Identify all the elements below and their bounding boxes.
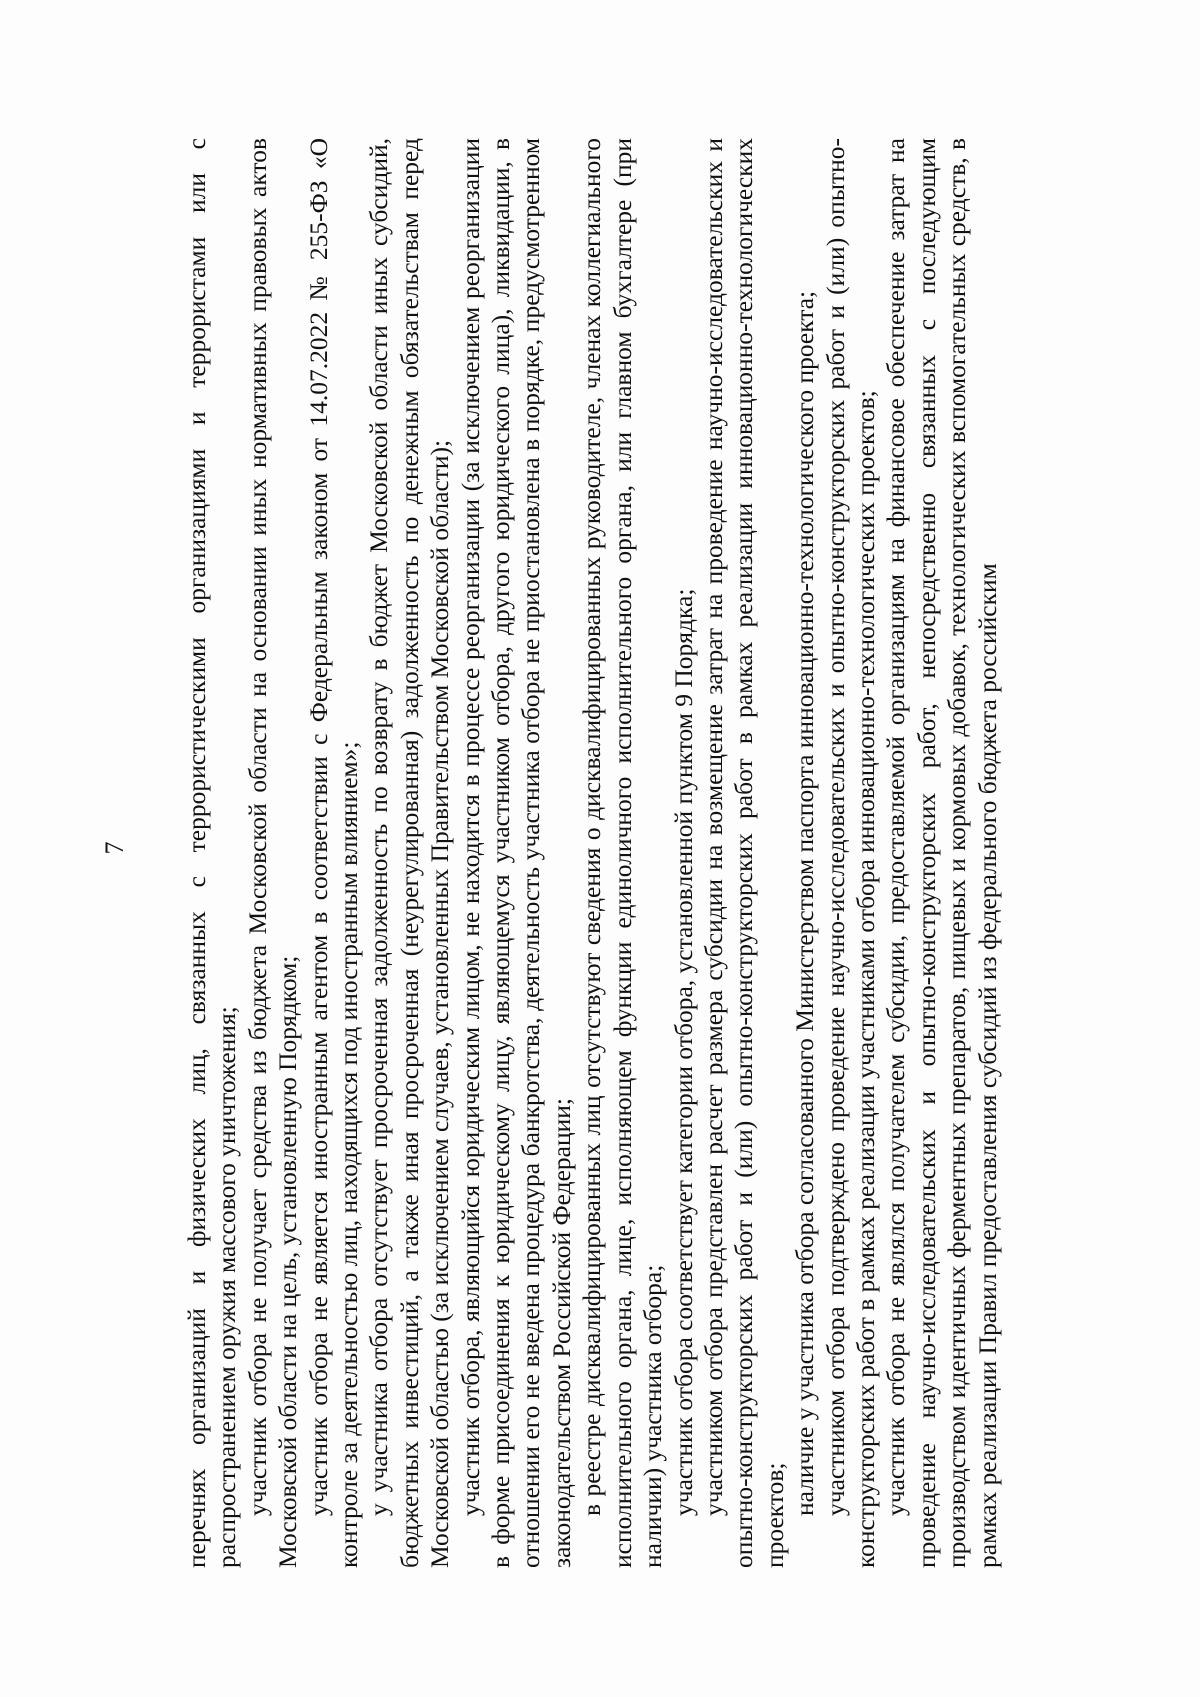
paragraph-project-passport: наличие у участника отбора согласованного Министерством паспорта инновационно-технологического проекта;: [790, 290, 820, 1516]
rotated-sheet: [100, 68, 1100, 1628]
paragraph-research-confirmed: участником отбора подтверждено проведение научно-исследовательских и опытно-конструкторских работ и (или) опытно-конструкторских работ в рамках реализации участниками отбора инновационно-технологических проектов;: [820, 138, 880, 1568]
paragraph-subsidy-calculation: участником отбора представлен расчет размера субсидии на возмещение затрат на проведение научно-исследовательских и опытно-конструкторских работ и (или) опытно-конструкторских работ в рамках реализации инновационно-технологических проектов;: [698, 138, 789, 1568]
paragraph-not-previous-recipient: участник отбора не являлся получателем субсидии, предоставляемой организациям на финансовое обеспечение затрат на проведение научно-исследовательских и опытно-конструкторских работ, непосредственно связанных с последующим производством идентичных ферментных препаратов, пищевых и кормовых добавок, технологических вспомогательных средств, в рамках реализации Правил предоставления субсидий из федерального бюджета российским: [881, 138, 1002, 1568]
paragraph-no-overdue-debt: у участника отбора отсутствует просроченная задолженность по возврату в бюджет Московской области иных субсидий, бюджетных инвестиций, а также иная просроченная (неурегулированная) задолженность по денежным обязательствам перед Московской областью (за исключением случаев, установленных Правительством Московской области);: [364, 138, 455, 1568]
paragraph-terrorist-lists: перечнях организаций и физических лиц, связанных с террористическими организациями и террористами или с распространением оружия массового уничтожения;: [182, 138, 242, 1568]
paragraph-not-foreign-agent: участник отбора не является иностранным агентом в соответствии с Федеральным законом от 14.07.2022 № 255-ФЗ «О контроле за деятельностью лиц, находящихся под иностранным влиянием»;: [303, 138, 364, 1568]
paragraph-no-reorganization: участник отбора, являющийся юридическим лицом, не находится в процессе реорганизации (за исключением реорганизации в форме присоединения к юридическому лицу, являющемуся участником отбора, другого юридического лица), ликвидации, в отношении его не введена процедура банкротства, деятельность участника отбора не приостановлена в порядке, предусмотренном законодательством Российской Федерации;: [455, 138, 576, 1568]
document-body: [182, 138, 1003, 1568]
paragraph-disqualified-registry: в реестре дисквалифицированных лиц отсутствуют сведения о дисквалифицированных руководителе, членах коллегиального исполнительного органа, лице, исполняющем функции единоличного исполнительного органа, или главном бухгалтере (при наличии) участника отбора;: [577, 138, 668, 1568]
paragraph-no-budget-funds: участник отбора не получает средства из бюджета Московской области на основании иных нормативных правовых актов Московской области на цель, установленную Порядком;: [242, 138, 303, 1568]
paragraph-category-match: участник отбора соответствует категории отбора, установленной пунктом 9 Порядка;: [668, 588, 698, 1516]
page-number: 7: [100, 841, 129, 855]
